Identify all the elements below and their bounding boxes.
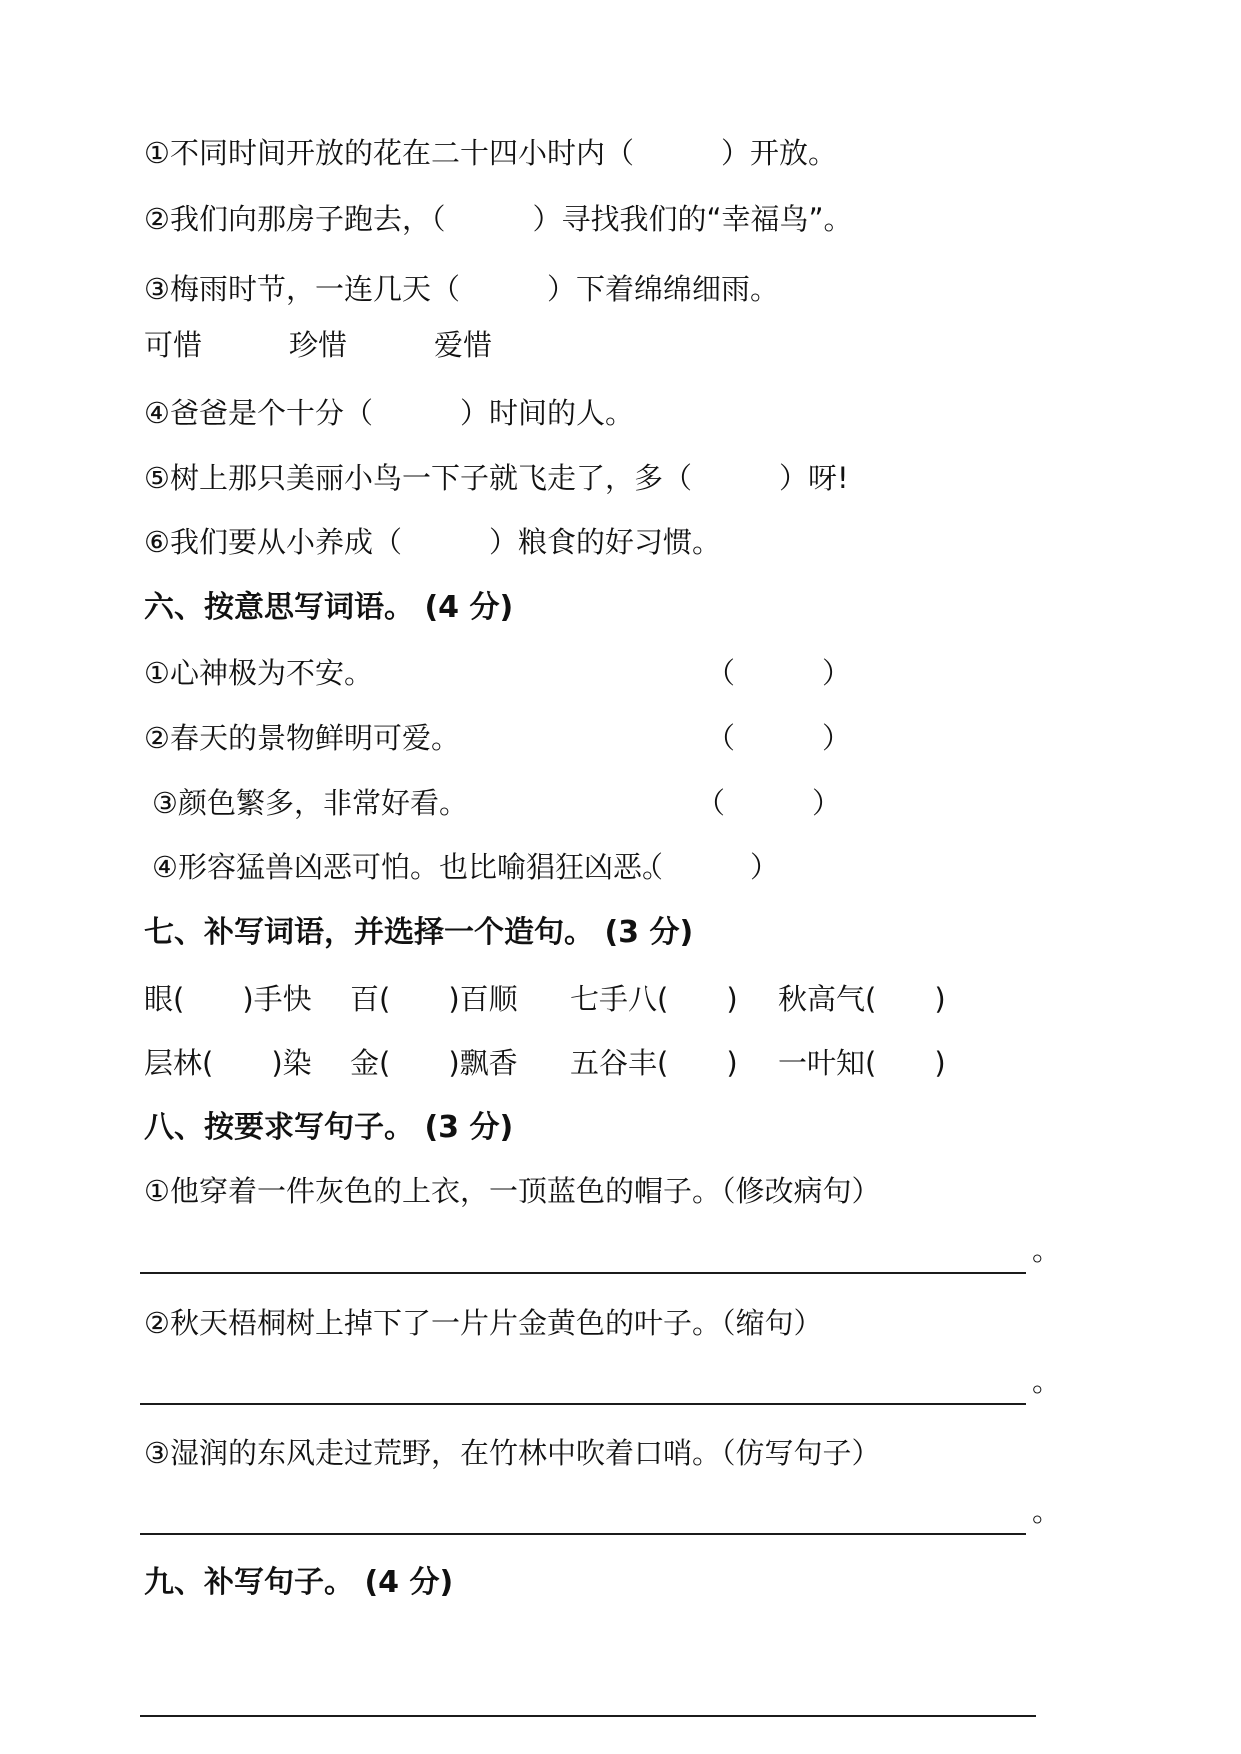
section-seven-heading: 七、补写词语，并选择一个造句。 (3 分) <box>144 915 694 950</box>
answer-parentheses: （ ） <box>706 656 852 690</box>
word-bank: 可惜 珍惜 爱惜 <box>144 328 493 362</box>
section-eight-heading: 八、按要求写句子。 (3 分) <box>144 1110 514 1145</box>
fill-blank-sentence-6: ⑥我们要从小养成（ ）粮食的好习惯。 <box>144 525 721 559</box>
fill-blank-sentence-4: ④爸爸是个十分（ ）时间的人。 <box>144 396 634 430</box>
rewrite-sentence-1: ①他穿着一件灰色的上衣，一顶蓝色的帽子。（修改病句） <box>144 1174 881 1208</box>
definition-item-2 <box>0 717 1241 759</box>
answer-writing-line-3 <box>140 1493 1026 1535</box>
period-mark: 。 <box>1032 1233 1062 1267</box>
idiom-cell: 眼( )手快 <box>144 982 312 1016</box>
fill-blank-sentence-2: ②我们向那房子跑去，（ ）寻找我们的“幸福鸟”。 <box>144 202 853 236</box>
definition-item-1 <box>0 652 1241 694</box>
idiom-cell: 一叶知( ) <box>778 1046 946 1080</box>
section-nine-heading: 九、补写句子。 (4 分) <box>144 1565 454 1600</box>
idiom-cell: 层林( )染 <box>144 1046 312 1080</box>
definition-item-3 <box>0 782 1241 824</box>
answer-writing-line-1 <box>140 1232 1026 1274</box>
fill-blank-sentence-1: ①不同时间开放的花在二十四小时内（ ）开放。 <box>144 136 837 170</box>
idiom-cell: 秋高气( ) <box>778 982 946 1016</box>
answer-writing-line-4 <box>140 1675 1036 1717</box>
fill-blank-sentence-5: ⑤树上那只美丽小鸟一下子就飞走了，多（ ）呀! <box>144 461 849 495</box>
idiom-cell: 五谷丰( ) <box>570 1046 738 1080</box>
fill-blank-sentence-3: ③梅雨时节，一连几天（ ）下着绵绵细雨。 <box>144 272 779 306</box>
definition-text: ②春天的景物鲜明可爱。 <box>144 721 460 755</box>
definition-item-4 <box>0 846 1241 888</box>
idiom-row-1 <box>0 978 1241 1020</box>
idiom-cell: 七手八( ) <box>570 982 738 1016</box>
period-mark: 。 <box>1032 1364 1062 1398</box>
idiom-row-2 <box>0 1042 1241 1084</box>
period-mark: 。 <box>1032 1494 1062 1528</box>
answer-parentheses: （ ） <box>634 850 780 884</box>
rewrite-sentence-2: ②秋天梧桐树上掉下了一片片金黄色的叶子。（缩句） <box>144 1306 823 1340</box>
idiom-cell: 金( )飘香 <box>350 1046 518 1080</box>
answer-parentheses: （ ） <box>696 786 842 820</box>
rewrite-sentence-3: ③湿润的东风走过荒野，在竹林中吹着口哨。（仿写句子） <box>144 1436 881 1470</box>
definition-text: ④形容猛兽凶恶可怕。也比喻猖狂凶恶。 <box>152 850 671 884</box>
answer-parentheses: （ ） <box>706 721 852 755</box>
section-six-heading: 六、按意思写词语。 (4 分) <box>144 590 514 625</box>
answer-writing-line-2 <box>140 1363 1026 1405</box>
definition-text: ③颜色繁多，非常好看。 <box>152 786 468 820</box>
idiom-cell: 百( )百顺 <box>350 982 518 1016</box>
definition-text: ①心神极为不安。 <box>144 656 373 690</box>
